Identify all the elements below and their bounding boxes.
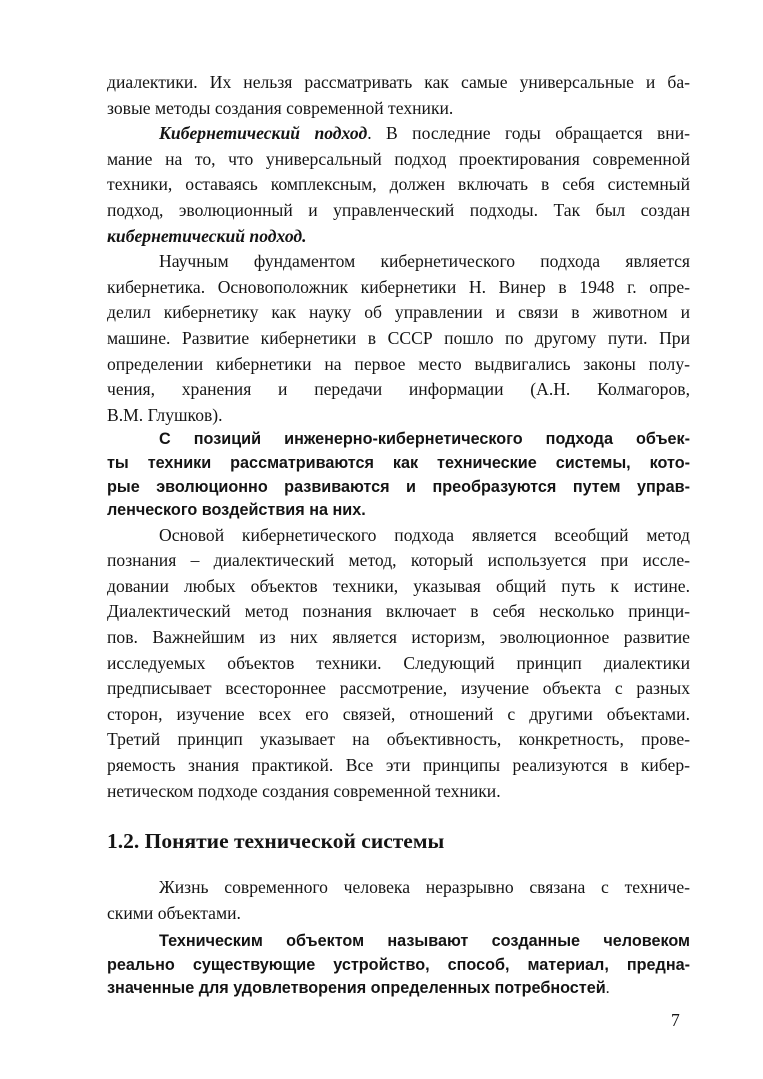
text-line: делил кибернетику как науку об управлении и связи в животном и [107, 302, 690, 323]
text-line: ряемость знания практикой. Все эти принципы реализуются в кибер- [107, 755, 690, 776]
text-line: В.М. Глушков). [107, 404, 223, 425]
definition-line: ленческого воздействия на них. [107, 501, 366, 520]
term-cybernetic-approach: Кибернетический подход [159, 123, 368, 144]
text-line: скими объектами. [107, 902, 241, 923]
term-cybernetic-approach-final: кибернетический подход. [107, 225, 307, 246]
text-line: диалектики. Их нельзя рассматривать как самые универсальные и ба- [107, 72, 690, 92]
body-text [107, 70, 690, 804]
text-line: мание на то, что универсальный подход проектирования современной [107, 148, 690, 169]
text-line: техники, оставаясь комплексным, должен включать в себя системный [107, 174, 690, 195]
text-line: познания – диалектический метод, который используется при иссле- [107, 550, 690, 571]
text-line: подход, эволюционный и управленческий подходы. Так был создан [107, 199, 690, 220]
text-line: Третий принцип указывает на объективность, конкретность, прове- [107, 729, 690, 750]
section-heading: 1.2. Понятие технической системы [107, 829, 445, 853]
text-line: Научным фундаментом кибернетического подхода является [159, 251, 690, 272]
text-line: нетическом подходе создания современной техники. [107, 780, 501, 801]
text-line: машине. Развитие кибернетики в СССР пошло по другому пути. При [107, 327, 690, 348]
definition-line: Техническим объектом называют созданные человеком [159, 932, 690, 951]
text-line: пов. Важнейшим из них является историзм, эволюционное развитие [107, 627, 690, 648]
text-line: Жизнь современного человека неразрывно связана с техниче- [159, 877, 690, 897]
text-line: Диалектический метод познания включает в себя несколько принци- [107, 601, 690, 622]
text-line: чения, хранения и передачи информации (А.Н. Колмагоров, [107, 379, 690, 400]
text-line: довании любых объектов техники, указывая общий путь к истине. [107, 575, 690, 596]
definition-line: рые эволюционно развиваются и преобразуются путем управ- [107, 477, 690, 496]
text-line: определении кибернетики на первое место выдвигались законы полу- [107, 353, 690, 374]
definition-line: реально существующие устройство, способ, материал, предна- [107, 955, 690, 974]
text-line: сторон, изучение всех его связей, отношений с другими объектами. [107, 703, 690, 724]
text-line: кибернетика. Основоположник кибернетики Н. Винер в 1948 г. опре- [107, 276, 690, 297]
definition-line: С позиций инженерно-кибернетического подхода объек- [159, 430, 690, 449]
section-body [107, 875, 690, 1001]
text-line: предписывает всестороннее рассмотрение, изучение объекта с разных [107, 678, 690, 699]
text-line: Кибернетический подход. В последние годы обращается вни- [159, 123, 690, 144]
definition-line: значенные для удовлетворения определенных потребностей. [107, 979, 610, 998]
text-line: Основой кибернетического подхода является всеобщий метод [159, 524, 690, 545]
definition-line: ты техники рассматриваются как технические системы, кото- [107, 453, 690, 472]
text-line: исследуемых объектов техники. Следующий принцип диалектики [107, 652, 690, 673]
text-line: зовые методы создания современной техники. [107, 97, 454, 118]
page-number: 7 [671, 1010, 680, 1030]
